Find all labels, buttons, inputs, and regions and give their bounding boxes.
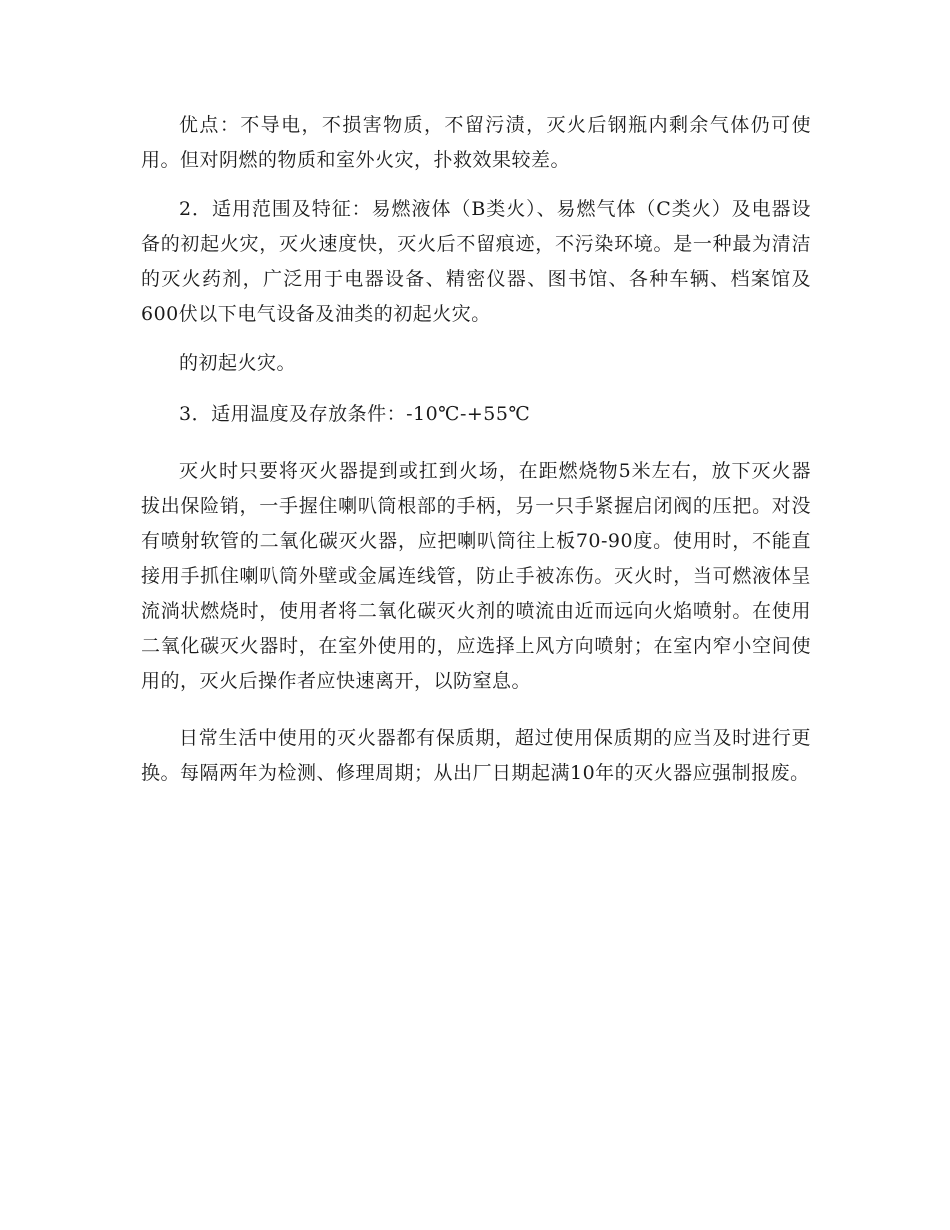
paragraph-initial-fire-fragment: 的初起火灾。: [179, 352, 297, 374]
paragraph-shelf-life: 日常生活中使用的灭火器都有保质期，超过使用保质期的应当及时进行更换。每隔两年为检测、修理周期；从出厂日期起满10年的灭火器应强制报废。: [141, 727, 811, 784]
paragraph-advantages: 优点：不导电，不损害物质，不留污渍，灭火后钢瓶内剩余气体仍可使用。但对阴燃的物质和室外火灾，扑救效果较差。: [141, 114, 811, 171]
paragraph-usage-instructions: 灭火时只要将灭火器提到或扛到火场，在距燃烧物5米左右，放下灭火器拔出保险销，一手握住喇叭筒根部的手柄，另一只手紧握启闭阀的压把。对没有喷射软管的二氧化碳灭火器，应把喇叭筒往上板70-90度。使用时，不能直接用手抓住喇叭筒外壁或金属连线管，防止手被冻伤。灭火时，当可燃液体呈流淌状燃烧时，使用者将二氧化碳灭火剂的喷流由近而远向火焰喷射。在使用二氧化碳灭火器时，在室外使用的，应选择上风方向喷射；在室内窄小空间使用的，灭火后操作者应快速离开，以防窒息。: [141, 460, 811, 692]
paragraph-scope-features: 2．适用范围及特征：易燃液体（B类火）、易燃气体（C类火）及电器设备的初起火灾，灭火速度快，灭火后不留痕迹，不污染环境。是一种最为清洁的灭火药剂，广泛用于电器设备、精密仪器、图书馆、各种车辆、档案馆及600伏以下电气设备及油类的初起火灾。: [141, 198, 811, 325]
document-page: [141, 108, 811, 791]
paragraph-temperature-storage: 3．适用温度及存放条件：-10℃-+55℃: [179, 403, 531, 425]
